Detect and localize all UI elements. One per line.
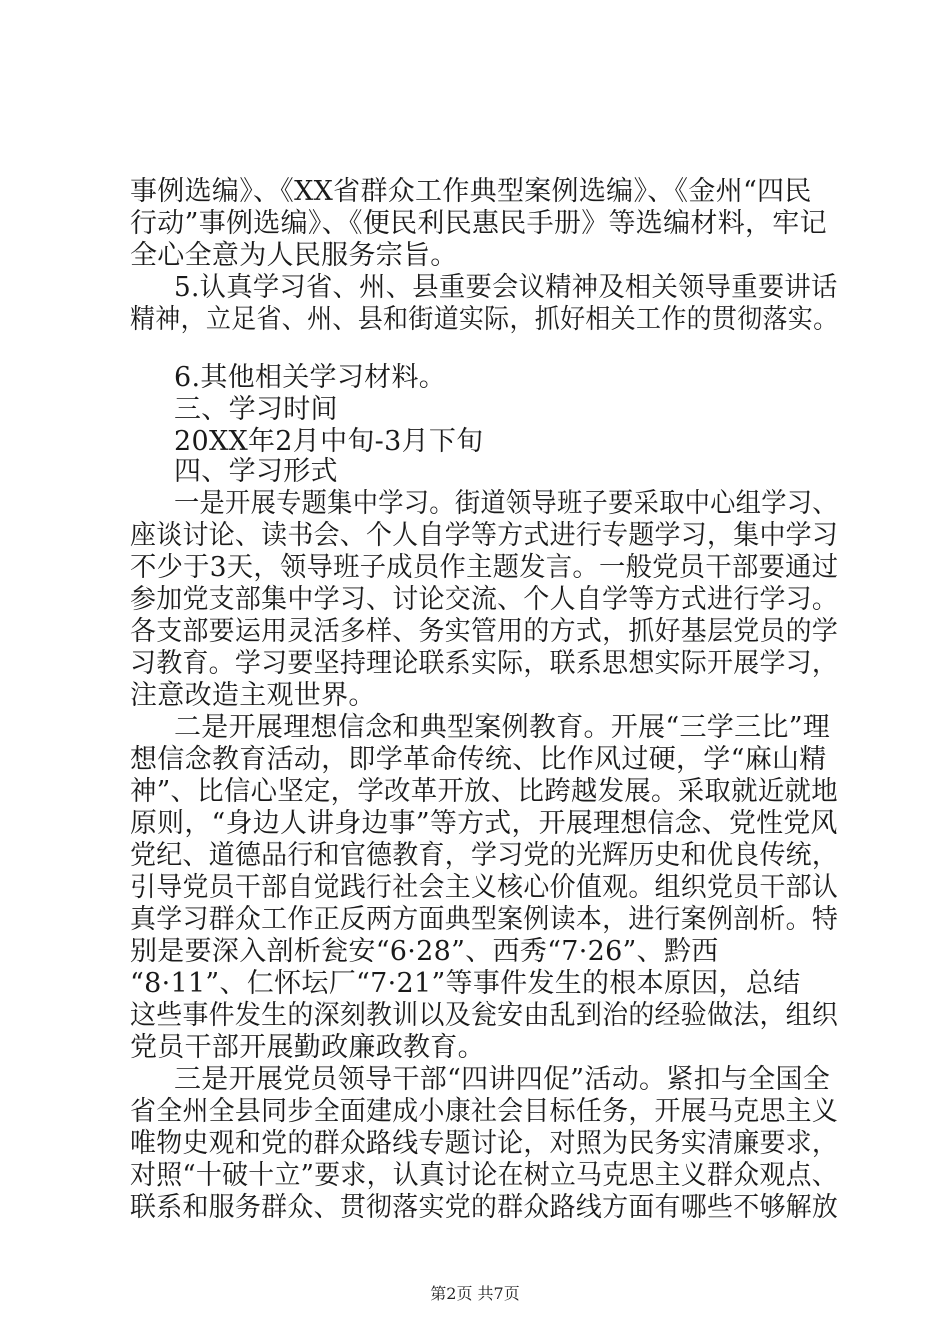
body-line: 行动”事例选编》、《便民利民惠民手册》等选编材料，牢记 xyxy=(130,208,827,239)
body-line: 习教育。学习要坚持理论联系实际，联系思想实际开展学习， xyxy=(130,648,839,679)
body-line: 20XX年2月中旬-3月下旬 xyxy=(174,426,484,457)
body-line: 党纪、道德品行和官德教育，学习党的光辉历史和优良传统， xyxy=(130,840,839,871)
body-line: 注意改造主观世界。 xyxy=(130,680,376,711)
section-heading: 三、学习时间 xyxy=(174,394,338,425)
body-line: 省全州全县同步全面建成小康社会目标任务，开展马克思主义 xyxy=(130,1096,839,1127)
body-line: 联系和服务群众、贯彻落实党的群众路线方面有哪些不够解放 xyxy=(130,1192,839,1223)
body-line: 党员干部开展勤政廉政教育。 xyxy=(130,1032,485,1063)
body-line: “8·11”、仁怀坛厂“7·21”等事件发生的根本原因，总结 xyxy=(130,968,801,999)
body-line: 一是开展专题集中学习。街道领导班子要采取中心组学习、 xyxy=(174,488,838,519)
body-line: 原则，“身边人讲身边事”等方式，开展理想信念、党性党风 xyxy=(130,808,838,839)
section-heading: 四、学习形式 xyxy=(174,456,338,487)
body-line: 引导党员干部自觉践行社会主义核心价值观。组织党员干部认 xyxy=(130,872,839,903)
body-line: 5.认真学习省、州、县重要会议精神及相关领导重要讲话 xyxy=(174,272,838,303)
body-line: 想信念教育活动，即学革命传统、比作风过硬，学“麻山精 xyxy=(130,744,827,775)
body-line: 事例选编》、《XX省群众工作典型案例选编》、《金州“四民 xyxy=(130,176,812,207)
body-line: 唯物史观和党的群众路线专题讨论，对照为民务实清廉要求， xyxy=(130,1128,839,1159)
body-line: 精神，立足省、州、县和街道实际，抓好相关工作的贯彻落实。 xyxy=(130,304,839,335)
body-line: 参加党支部集中学习、讨论交流、个人自学等方式进行学习。 xyxy=(130,584,839,615)
body-line: 二是开展理想信念和典型案例教育。开展“三学三比”理 xyxy=(174,712,831,743)
body-line: 座谈讨论、读书会、个人自学等方式进行专题学习，集中学习 xyxy=(130,520,839,551)
body-line: 这些事件发生的深刻教训以及瓮安由乱到治的经验做法，组织 xyxy=(130,1000,839,1031)
body-line: 6.其他相关学习材料。 xyxy=(174,362,447,393)
body-line: 对照“十破十立”要求，认真讨论在树立马克思主义群众观点、 xyxy=(130,1160,838,1191)
body-line: 真学习群众工作正反两方面典型案例读本，进行案例剖析。特 xyxy=(130,904,839,935)
body-line: 不少于3天，领导班子成员作主题发言。一般党员干部要通过 xyxy=(130,552,839,583)
page-number-footer: 第2页 共7页 xyxy=(430,1284,520,1303)
body-line: 各支部要运用灵活多样、务实管用的方式，抓好基层党员的学 xyxy=(130,616,839,647)
body-line: 别是要深入剖析瓮安“6·28”、西秀“7·26”、黔西 xyxy=(130,936,719,967)
body-line: 神”、比信心坚定，学改革开放、比跨越发展。采取就近就地 xyxy=(130,776,838,807)
body-line: 全心全意为人民服务宗旨。 xyxy=(130,240,458,271)
body-line: 三是开展党员领导干部“四讲四促”活动。紧扣与全国全 xyxy=(174,1064,831,1095)
